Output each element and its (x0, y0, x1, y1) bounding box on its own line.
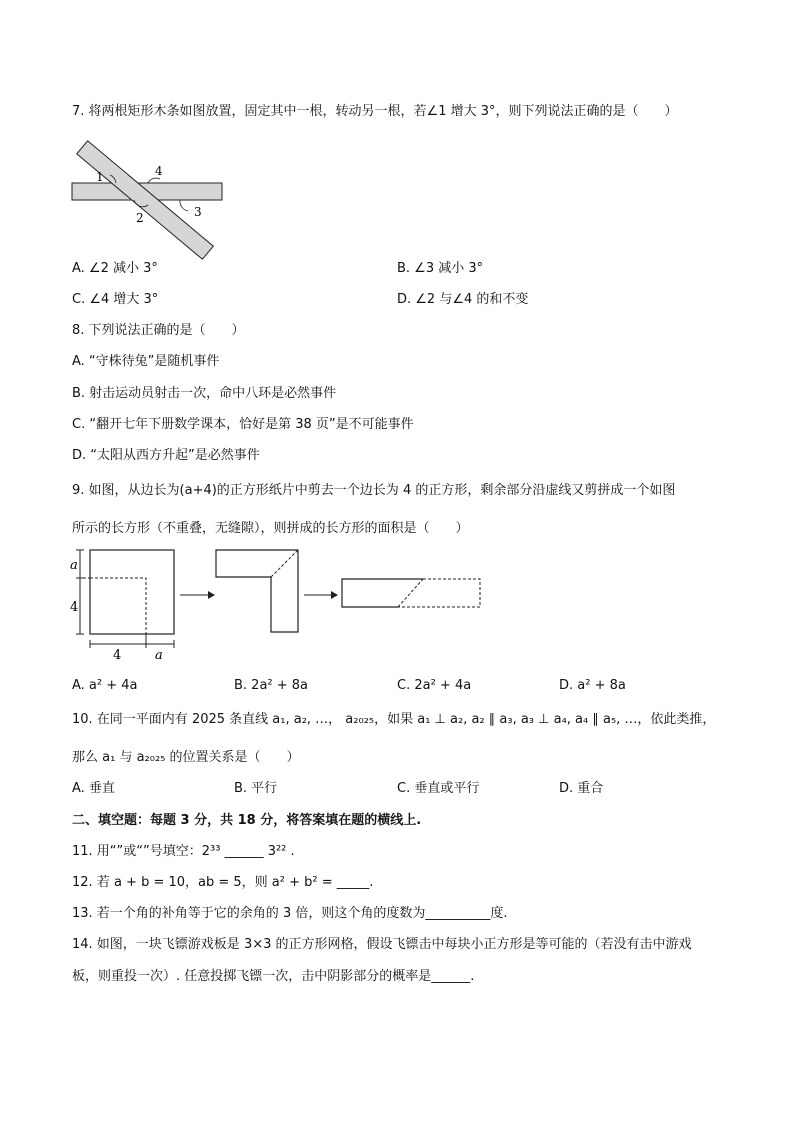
cut-line (90, 578, 146, 634)
q8-stem: 8. 下列说法正确的是（ ） (72, 323, 245, 338)
q10-stem-line1: 10. 在同一平面内有 2025 条直线 a₁, a₂, …， a₂₀₂₅，如果 a₁ ⊥ a₂, a₂ ∥ a₃, a₃ ⊥ a₄, a₄ ∥ a₅, …，依此类推， (72, 712, 716, 727)
angle-label-4: 4 (155, 164, 163, 178)
q7-option-a[interactable]: A. ∠2 减小 3° (72, 261, 158, 276)
rectangle-solid (342, 579, 423, 607)
q9-option-b[interactable]: B. 2a² + 8a (234, 678, 309, 693)
large-square (90, 550, 174, 634)
q11-text: 11. 用“”或“”号填空：2³³ ______ 3²² . (72, 844, 295, 859)
angle-label-3: 3 (194, 205, 202, 219)
dim-label-a-left: a (70, 558, 78, 573)
q8-option-a[interactable]: A. “守株待兔”是随机事件 (72, 354, 220, 369)
q10-option-a[interactable]: A. 垂直 (72, 781, 115, 796)
q9-stem-line2: 所示的长方形（不重叠，无缝隙），则拼成的长方形的面积是（ ） (72, 521, 469, 536)
dim-label-a-bottom: a (155, 648, 163, 663)
q9-option-d[interactable]: D. a² + 8a (559, 678, 626, 693)
dim-label-4-left: 4 (70, 600, 79, 615)
angle-label-2: 2 (136, 211, 144, 225)
q10-option-c[interactable]: C. 垂直或平行 (397, 781, 480, 796)
q9-option-a[interactable]: A. a² + 4a (72, 678, 138, 693)
q13-text: 13. 若一个角的补角等于它的余角的 3 倍，则这个角的度数为__________度. (72, 906, 508, 921)
dim-label-4-bottom: 4 (113, 648, 122, 663)
q10-option-b[interactable]: B. 平行 (234, 781, 278, 796)
q8-option-b[interactable]: B. 射击运动员射击一次，命中八环是必然事件 (72, 386, 337, 401)
angle-4-arc (148, 178, 160, 183)
q12-text: 12. 若 a + b = 10，ab = 5，则 a² + b² = _____. (72, 875, 374, 890)
angle-label-1: 1 (96, 170, 104, 184)
q7-option-c[interactable]: C. ∠4 增大 3° (72, 292, 159, 307)
rectangle-dashed (398, 579, 480, 607)
q8-option-d[interactable]: D. “太阳从西方升起”是必然事件 (72, 448, 260, 463)
q7-option-d[interactable]: D. ∠2 与∠4 的和不变 (397, 292, 529, 307)
q10-option-d[interactable]: D. 重合 (559, 781, 604, 796)
q14-line2: 板，则重投一次）. 任意投掷飞镖一次，击中阴影部分的概率是______. (72, 969, 475, 984)
q8-option-c[interactable]: C. “翻开七年下册数学课本，恰好是第 38 页”是不可能事件 (72, 417, 414, 432)
q7-option-b[interactable]: B. ∠3 减小 3° (397, 261, 484, 276)
q9-figure (68, 545, 488, 665)
section-2-heading: 二、填空题：每题 3 分，共 18 分，将答案填在题的横线上. (72, 813, 422, 828)
q7-stem: 7. 将两根矩形木条如图放置，固定其中一根，转动另一根，若∠1 增大 3°，则下列说法正确的是（ ） (72, 104, 678, 119)
q14-line1: 14. 如图，一块飞镖游戏板是 3×3 的正方形网格，假设飞镖击中每块小正方形是等可能的（若没有击中游戏 (72, 937, 692, 952)
arrow-head-1 (208, 591, 215, 599)
l-shape-dashed-cut (271, 550, 298, 577)
angle-3-arc (180, 200, 188, 211)
arrow-head-2 (331, 591, 338, 599)
q10-stem-line2: 那么 a₁ 与 a₂₀₂₅ 的位置关系是（ ） (72, 750, 300, 765)
q9-stem-line1: 9. 如图，从边长为(a+4)的正方形纸片中剪去一个边长为 4 的正方形，剩余部分沿虚线又剪拼成一个如图 (72, 483, 676, 498)
q9-option-c[interactable]: C. 2a² + 4a (397, 678, 472, 693)
q7-figure (70, 135, 230, 245)
rectangle-diagonal (398, 579, 423, 607)
